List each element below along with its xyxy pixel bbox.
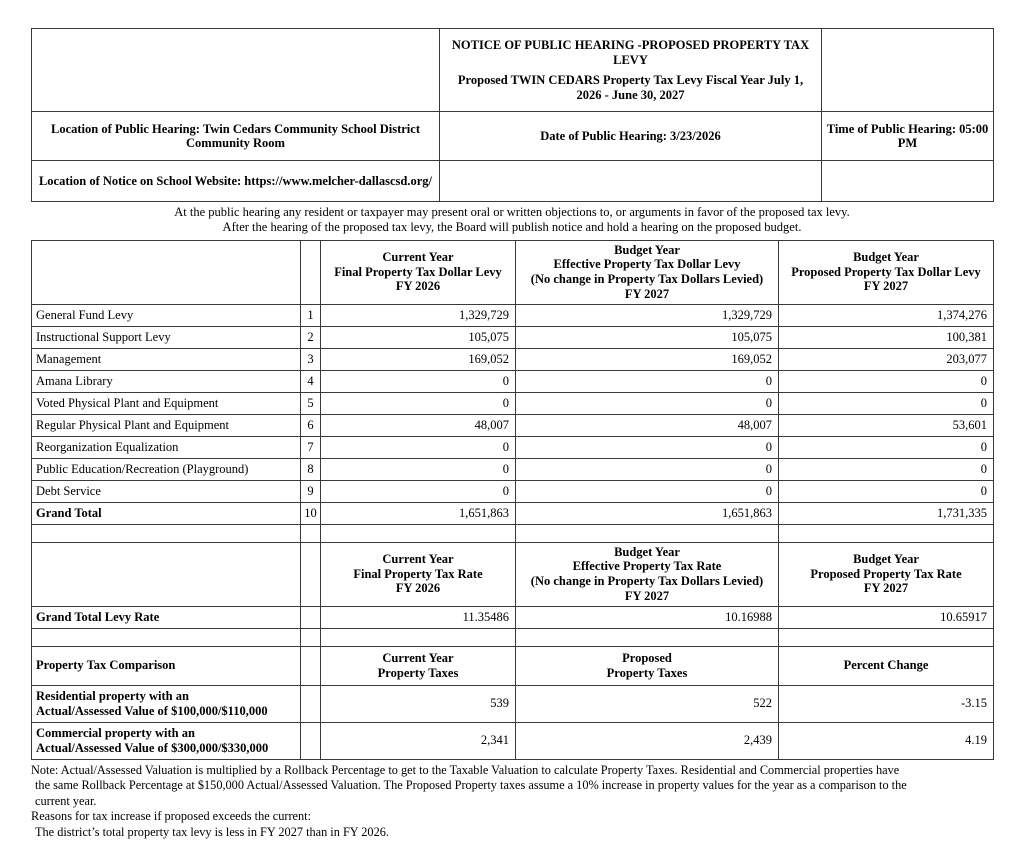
levy-header-effective-line1: Budget Year — [614, 242, 680, 257]
levy-row-label: Reorganization Equalization — [32, 436, 301, 458]
levy-row-label: Instructional Support Levy — [32, 326, 301, 348]
levy-header-effective-line3: (No change in Property Tax Dollars Levied) — [530, 272, 764, 286]
comparison-header-current — [321, 646, 516, 685]
levy-header-current-line1: Current Year — [382, 249, 454, 264]
notice-website-row — [32, 161, 994, 202]
levy-header-blank-index — [301, 240, 321, 304]
table-row — [32, 304, 994, 326]
comparison-row-percent-change: -3.15 — [779, 685, 994, 722]
rate-header-blank-label — [32, 542, 301, 606]
spacer-cell — [321, 524, 516, 542]
comparison-header-proposed — [516, 646, 779, 685]
comparison-row-current: 2,341 — [321, 722, 516, 759]
website-blank-cell-right — [822, 161, 994, 202]
levy-header-current-year — [321, 240, 516, 304]
comparison-row-label — [32, 722, 301, 759]
notice-title-line1: NOTICE OF PUBLIC HEARING -PROPOSED PROPERTY TAX LEVY — [451, 38, 810, 67]
levy-row-index: 7 — [301, 436, 321, 458]
levy-row-proposed: 0 — [779, 370, 994, 392]
reason-text: The district’s total property tax levy is less in FY 2027 than in FY 2026. — [35, 824, 389, 839]
levy-data-table — [31, 240, 994, 760]
levy-row-label: General Fund Levy — [32, 304, 301, 326]
spacer-cell — [516, 524, 779, 542]
rate-header-proposed-line1: Budget Year — [853, 551, 919, 566]
table-row — [32, 370, 994, 392]
comparison-label-line1: Commercial property with an — [36, 725, 195, 740]
rate-header-proposed-line2: Proposed Property Tax Rate — [810, 566, 962, 581]
levy-row-effective: 0 — [516, 392, 779, 414]
rate-header-effective-line3: (No change in Property Tax Dollars Levied) — [530, 574, 764, 588]
website-blank-cell-middle — [440, 161, 822, 202]
notice-header-table — [31, 28, 994, 202]
levy-row-effective: 0 — [516, 458, 779, 480]
levy-row-effective: 169,052 — [516, 348, 779, 370]
comparison-row-proposed: 2,439 — [516, 722, 779, 759]
hearing-date-cell: Date of Public Hearing: 3/23/2026 — [440, 112, 822, 161]
rate-header-current-year — [321, 542, 516, 606]
rate-header-effective-line1: Budget Year — [614, 544, 680, 559]
comparison-row-commercial — [32, 722, 994, 759]
spacer-cell — [516, 628, 779, 646]
note-line-3: current year. — [35, 793, 97, 808]
comparison-row-index — [301, 685, 321, 722]
levy-header-blank-label — [32, 240, 301, 304]
comparison-row-index — [301, 722, 321, 759]
rate-row-effective: 10.16988 — [516, 606, 779, 628]
rate-header-blank-index — [301, 542, 321, 606]
hearing-time-cell: Time of Public Hearing: 05:00 PM — [822, 112, 994, 161]
levy-row-index: 9 — [301, 480, 321, 502]
levy-row-label: Grand Total — [32, 502, 301, 524]
comparison-header-proposed-line2: Property Taxes — [606, 665, 688, 680]
levy-row-current: 0 — [321, 480, 516, 502]
rate-row-index — [301, 606, 321, 628]
levy-header-current-line2: Final Property Tax Dollar Levy — [334, 264, 502, 279]
comparison-row-residential — [32, 685, 994, 722]
notice-blank-cell-left — [32, 29, 440, 112]
levy-row-proposed: 1,731,335 — [779, 502, 994, 524]
levy-row-label: Management — [32, 348, 301, 370]
levy-row-index: 5 — [301, 392, 321, 414]
comparison-label-line2: Actual/Assessed Value of $300,000/$330,000 — [36, 740, 269, 755]
rate-header-effective — [516, 542, 779, 606]
table-row — [32, 458, 994, 480]
levy-row-proposed: 0 — [779, 480, 994, 502]
levy-row-index: 10 — [301, 502, 321, 524]
levy-row-label: Debt Service — [32, 480, 301, 502]
notice-blank-cell-right — [822, 29, 994, 112]
comparison-header-current-line2: Property Taxes — [377, 665, 459, 680]
levy-row-effective: 48,007 — [516, 414, 779, 436]
levy-row-index: 3 — [301, 348, 321, 370]
spacer-cell — [301, 628, 321, 646]
grand-total-rate-row — [32, 606, 994, 628]
levy-row-index: 8 — [301, 458, 321, 480]
hearing-intro-text — [31, 202, 993, 239]
levy-row-index: 2 — [301, 326, 321, 348]
levy-row-proposed: 0 — [779, 392, 994, 414]
spacer-cell — [32, 524, 301, 542]
rate-row-label: Grand Total Levy Rate — [32, 606, 301, 628]
levy-header-proposed — [779, 240, 994, 304]
comparison-header-proposed-line1: Proposed — [622, 650, 672, 665]
levy-row-current: 1,651,863 — [321, 502, 516, 524]
comparison-row-percent-change: 4.19 — [779, 722, 994, 759]
levy-row-proposed: 0 — [779, 458, 994, 480]
levy-row-current: 105,075 — [321, 326, 516, 348]
comparison-header-blank-index — [301, 646, 321, 685]
levy-row-current: 1,329,729 — [321, 304, 516, 326]
intro-line-1: At the public hearing any resident or taxpayer may present oral or written objections to, or arguments in favor of the proposed tax levy. — [174, 205, 850, 219]
levy-header-proposed-line3: FY 2027 — [863, 279, 909, 294]
levy-row-current: 48,007 — [321, 414, 516, 436]
levy-row-current: 0 — [321, 436, 516, 458]
levy-row-current: 0 — [321, 370, 516, 392]
grand-total-row — [32, 502, 994, 524]
rate-row-proposed: 10.65917 — [779, 606, 994, 628]
rate-header-proposed-line3: FY 2027 — [863, 581, 909, 596]
rate-header-effective-line2: Effective Property Tax Rate — [572, 559, 722, 574]
spacer-cell — [301, 524, 321, 542]
spacer-cell — [32, 628, 301, 646]
comparison-row-current: 539 — [321, 685, 516, 722]
levy-row-index: 6 — [301, 414, 321, 436]
levy-header-proposed-line1: Budget Year — [853, 249, 919, 264]
levy-row-proposed: 1,374,276 — [779, 304, 994, 326]
levy-row-effective: 105,075 — [516, 326, 779, 348]
spacer-row — [32, 628, 994, 646]
levy-row-proposed: 203,077 — [779, 348, 994, 370]
levy-header-current-line3: FY 2026 — [395, 279, 441, 294]
levy-row-current: 0 — [321, 392, 516, 414]
comparison-header-percent-change: Percent Change — [779, 646, 994, 685]
levy-row-effective: 1,329,729 — [516, 304, 779, 326]
spacer-cell — [321, 628, 516, 646]
rate-row-current: 11.35486 — [321, 606, 516, 628]
table-row — [32, 348, 994, 370]
hearing-location-cell: Location of Public Hearing: Twin Cedars Community School District Community Room — [32, 112, 440, 161]
spacer-row — [32, 524, 994, 542]
comparison-row-proposed: 522 — [516, 685, 779, 722]
levy-row-effective: 0 — [516, 480, 779, 502]
levy-row-effective: 0 — [516, 370, 779, 392]
table-row — [32, 480, 994, 502]
levy-row-current: 169,052 — [321, 348, 516, 370]
notice-datetime-row — [32, 112, 994, 161]
notice-title-row — [32, 29, 994, 112]
website-notice-cell: Location of Notice on School Website: https://www.melcher-dallascsd.org/ — [32, 161, 440, 202]
comparison-label-line2: Actual/Assessed Value of $100,000/$110,000 — [36, 703, 268, 718]
spacer-cell — [779, 628, 994, 646]
comparison-label-line1: Residential property with an — [36, 688, 189, 703]
notice-title-cell — [440, 29, 822, 112]
rate-header-proposed — [779, 542, 994, 606]
levy-row-label: Voted Physical Plant and Equipment — [32, 392, 301, 414]
levy-row-index: 4 — [301, 370, 321, 392]
rate-header-effective-line4: FY 2027 — [624, 588, 670, 603]
comparison-header-row — [32, 646, 994, 685]
comparison-header-label: Property Tax Comparison — [32, 646, 301, 685]
reasons-label: Reasons for tax increase if proposed exceeds the current: — [31, 809, 311, 824]
levy-row-current: 0 — [321, 458, 516, 480]
levy-row-label: Public Education/Recreation (Playground) — [32, 458, 301, 480]
levy-row-effective: 1,651,863 — [516, 502, 779, 524]
levy-row-proposed: 0 — [779, 436, 994, 458]
comparison-header-current-line1: Current Year — [382, 650, 454, 665]
levy-row-index: 1 — [301, 304, 321, 326]
levy-row-proposed: 53,601 — [779, 414, 994, 436]
table-row — [32, 326, 994, 348]
intro-line-2: After the hearing of the proposed tax levy, the Board will publish notice and hold a hearing on the proposed budget. — [222, 220, 802, 235]
table-row — [32, 392, 994, 414]
rate-header-current-line1: Current Year — [382, 551, 454, 566]
comparison-row-label — [32, 685, 301, 722]
property-tax-notice-document — [31, 28, 993, 841]
levy-row-effective: 0 — [516, 436, 779, 458]
levy-row-label: Regular Physical Plant and Equipment — [32, 414, 301, 436]
rate-header-current-line3: FY 2026 — [395, 581, 441, 596]
levy-header-effective-line4: FY 2027 — [624, 286, 670, 301]
levy-row-proposed: 100,381 — [779, 326, 994, 348]
notice-title-line2: Proposed TWIN CEDARS Property Tax Levy Fiscal Year July 1, 2026 - June 30, 2027 — [457, 73, 804, 102]
levy-header-effective — [516, 240, 779, 304]
table-row — [32, 414, 994, 436]
rate-header-current-line2: Final Property Tax Rate — [353, 566, 483, 581]
levy-row-label: Amana Library — [32, 370, 301, 392]
spacer-cell — [779, 524, 994, 542]
footnotes-block — [31, 763, 993, 841]
levy-header-effective-line2: Effective Property Tax Dollar Levy — [553, 257, 741, 272]
levy-header-proposed-line2: Proposed Property Tax Dollar Levy — [791, 264, 981, 279]
note-line-1: Note: Actual/Assessed Valuation is multiplied by a Rollback Percentage to get to the Taxable Valuation to calculate Property Taxes. Residential and Commercial properties have — [31, 762, 900, 777]
table-row — [32, 436, 994, 458]
rate-column-header-row — [32, 542, 994, 606]
levy-column-header-row — [32, 240, 994, 304]
note-line-2: the same Rollback Percentage at $150,000 Actual/Assessed Valuation. The Proposed Property taxes assume a 10% increase in property values for the year as a comparison to the — [35, 778, 907, 793]
